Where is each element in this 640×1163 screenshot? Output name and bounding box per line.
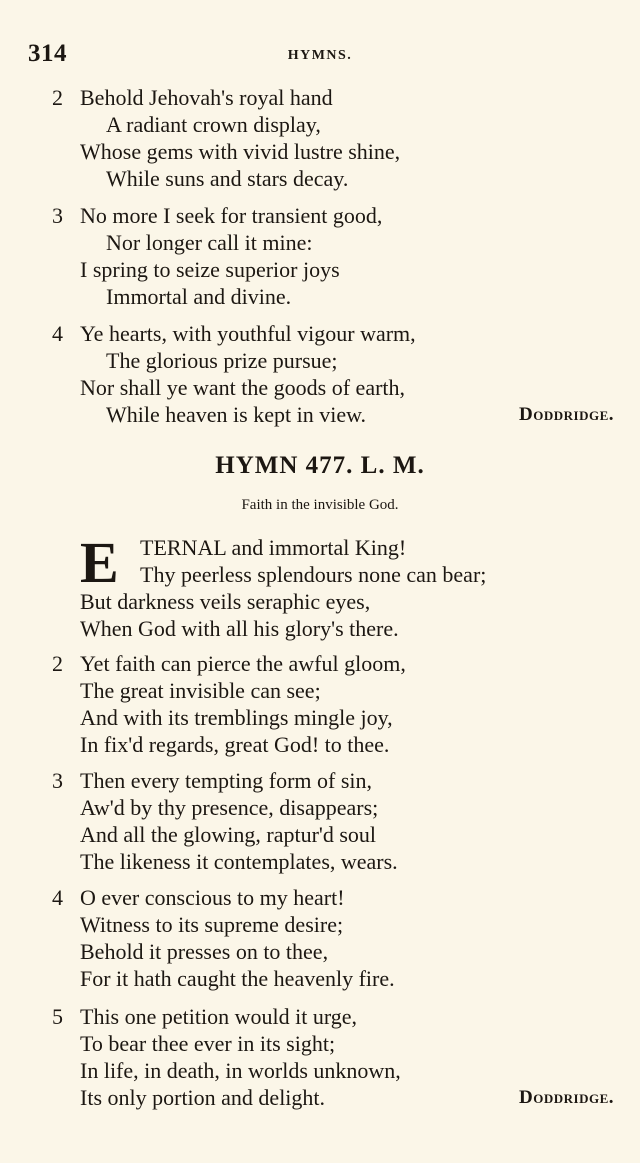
hymn-subtitle: Faith in the invisible God. [241,497,399,513]
verse-line: For it hath caught the heavenly fire. [80,966,395,991]
stanza-477-1 [80,530,614,642]
verse-line: And with its tremblings mingle joy, [80,705,393,730]
stanza-476-2 [52,84,614,192]
stanza-477-2 [52,650,614,758]
drop-cap: E [80,530,119,595]
verse-line: Immortal and divine. [106,284,292,309]
stanza-number: 2 [52,85,63,110]
verse-line: But darkness veils seraphic eyes, [80,589,371,614]
stanza-477-4 [52,884,614,992]
verse-line: Ye hearts, with youthful vigour warm, [80,321,416,346]
stanza-number: 3 [52,203,63,228]
verse-line: When God with all his glory's there. [80,616,399,641]
stanza-477-3 [52,767,614,875]
verse-line: Then every tempting form of sin, [80,768,373,793]
running-title: HYMNS. [287,48,353,63]
stanza-476-4 [52,320,614,428]
stanza-number: 3 [52,768,63,793]
verse-line: While suns and stars decay. [106,166,349,191]
verse-line: I spring to seize superior joys [80,257,340,282]
verse-line: Whose gems with vivid lustre shine, [80,139,401,164]
stanza-477-5 [52,1003,614,1111]
hymn-title: HYMN 477. L. M. [215,452,425,479]
verse-line: This one petition would it urge, [80,1004,358,1029]
author-attribution: Doddridge. [519,404,614,425]
verse-line: While heaven is kept in view. [106,402,367,427]
verse-line: Nor shall ye want the goods of earth, [80,375,406,400]
verse-line: O ever conscious to my heart! [80,885,345,910]
verse-line: Aw'd by thy presence, disappears; [80,795,379,820]
verse-line: Thy peerless splendours none can bear; [140,562,487,587]
verse-line: Behold Jehovah's royal hand [80,85,333,110]
author-attribution: Doddridge. [519,1087,614,1108]
verse-line: A radiant crown display, [106,112,321,137]
stanza-number: 4 [52,321,63,346]
verse-line: The likeness it contemplates, wears. [80,849,398,874]
verse-line: Behold it presses on to thee, [80,939,329,964]
verse-line: In fix'd regards, great God! to thee. [80,732,390,757]
verse-line: Nor longer call it mine: [106,230,313,255]
verse-line: TERNAL and immortal King! [140,535,407,560]
verse-line: Witness to its supreme desire; [80,912,344,937]
verse-line: Its only portion and delight. [80,1085,326,1110]
verse-line: Yet faith can pierce the awful gloom, [80,651,406,676]
verse-line: No more I seek for transient good, [80,203,383,228]
verse-line: To bear thee ever in its sight; [80,1031,336,1056]
stanza-number: 5 [52,1004,63,1029]
verse-line: And all the glowing, raptur'd soul [80,822,377,847]
verse-line: The great invisible can see; [80,678,321,703]
stanza-476-3 [52,202,614,310]
page-number: 314 [28,40,67,67]
verse-line: In life, in death, in worlds unknown, [80,1058,401,1083]
stanza-number: 2 [52,651,63,676]
stanza-number: 4 [52,885,63,910]
page-header [28,40,612,74]
verse-line: The glorious prize pursue; [106,348,338,373]
